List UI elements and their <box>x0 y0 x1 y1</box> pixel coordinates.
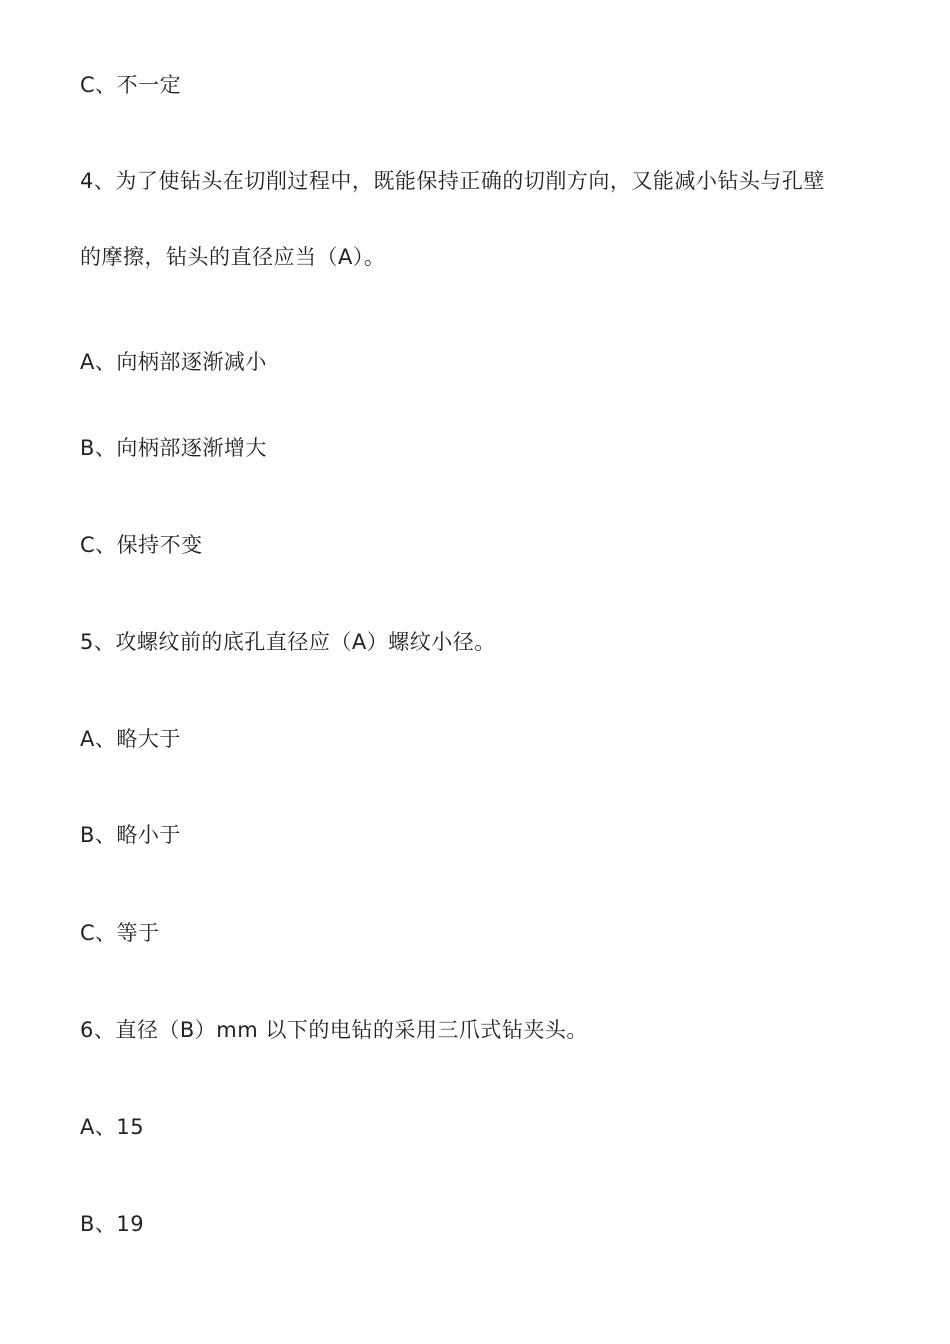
question-5: 5、攻螺纹前的底孔直径应（A）螺纹小径。 <box>80 630 496 654</box>
option-3c: C、不一定 <box>80 73 182 97</box>
option-5c: C、等于 <box>80 921 160 945</box>
option-4b: B、向柄部逐渐增大 <box>80 436 267 460</box>
option-5b: B、略小于 <box>80 823 181 847</box>
option-4a: A、向柄部逐渐减小 <box>80 350 267 374</box>
option-5a: A、略大于 <box>80 727 181 751</box>
question-6: 6、直径（B）mm 以下的电钻的采用三爪式钻夹头。 <box>80 1018 588 1042</box>
question-4-line-2: 的摩擦，钻头的直径应当（A）。 <box>80 245 386 269</box>
option-6b: B、19 <box>80 1212 145 1236</box>
option-4c: C、保持不变 <box>80 533 203 557</box>
option-6a: A、15 <box>80 1115 145 1139</box>
question-4-line-1: 4、为了使钻头在切削过程中，既能保持正确的切削方向，又能减小钻头与孔壁 <box>80 169 825 193</box>
